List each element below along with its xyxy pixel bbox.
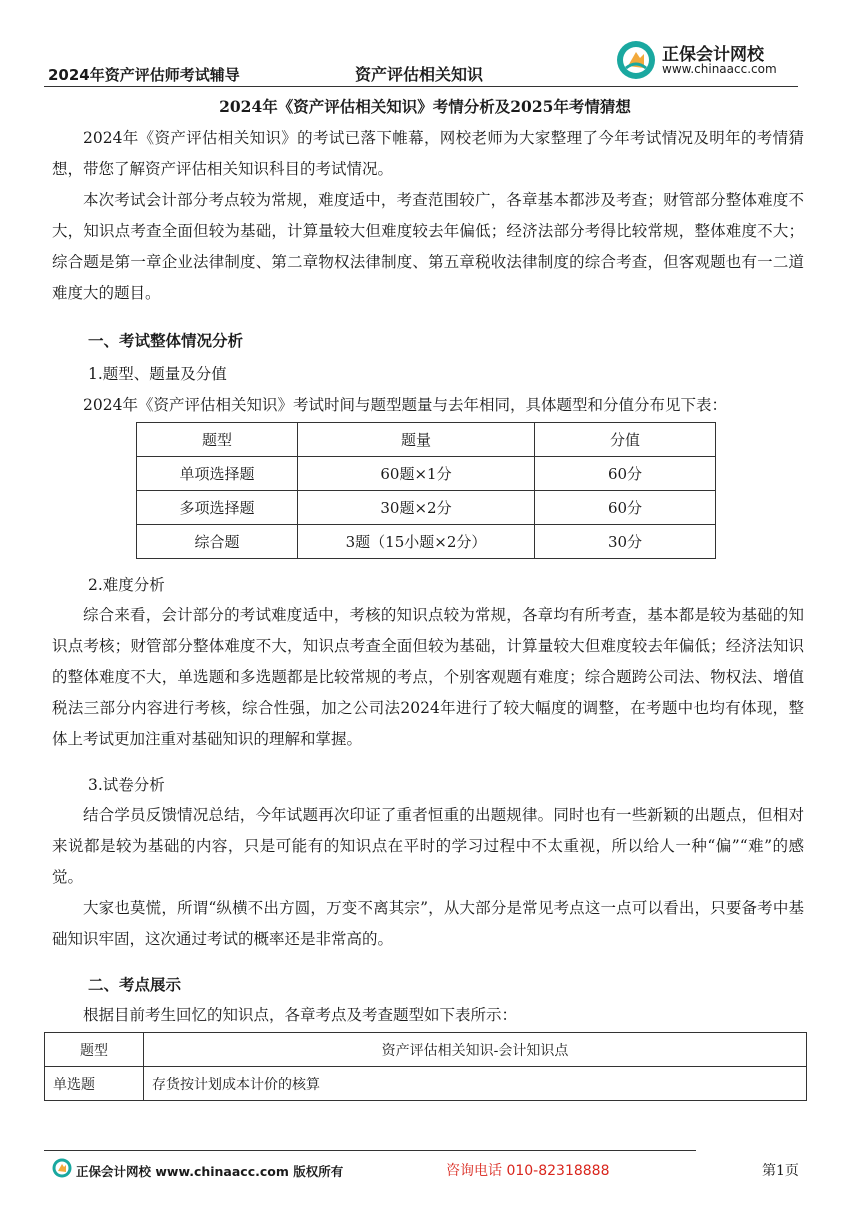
paragraph-text: 结合学员反馈情况总结，今年试题再次印证了重者恒重的出题规律。同时也有一些新颖的出题点，但相对来说都是较为基础的内容，只是可能有的知识点在平时的学习过程中不太重视，所以给人一种“偏”“难”的感觉。 xyxy=(52,806,804,886)
table-header-cell: 题量 xyxy=(298,423,535,457)
document-title: 2024年《资产评估相关知识》考情分析及2025年考情猜想 xyxy=(219,97,631,116)
table-row xyxy=(137,525,716,559)
table-cell: 30分 xyxy=(535,525,716,559)
table-cell: 60分 xyxy=(535,457,716,491)
intro-paragraph: 本次考试会计部分考点较为常规，难度适中，考查范围较广，各章基本都涉及考查；财管部分整体难度不大，知识点考查全面但较为基础，计算量较大但难度较去年偏低；经济法部分考得比较常规，整体难度不大；综合题是第一章企业法律制度、第二章物权法律制度、第五章税收法律制度的综合考查，但客观题也有一二道难度大的题目。 xyxy=(52,191,804,302)
section-heading: 一、考试整体情况分析 xyxy=(88,331,244,350)
subsection-heading: 2.难度分析 xyxy=(88,576,165,594)
paragraph-text: 根据目前考生回忆的知识点，各章考点及考查题型如下表所示： xyxy=(83,1006,518,1024)
chinaacc-logo-icon xyxy=(616,40,656,80)
footer-divider xyxy=(44,1150,696,1151)
table-row xyxy=(137,491,716,525)
page-number: 第1页 xyxy=(762,1163,799,1179)
table-cell: 单项选择题 xyxy=(137,457,298,491)
table-header-cell: 题型 xyxy=(45,1033,144,1067)
paragraph-text: 2024年《资产评估相关知识》考试时间与题型题量与去年相同，具体题型和分值分布见下表： xyxy=(83,396,727,414)
table-header-cell: 分值 xyxy=(535,423,716,457)
score-table xyxy=(136,422,716,559)
table-cell: 3题（15小题×2分） xyxy=(298,525,535,559)
intro-block xyxy=(52,123,804,309)
header-subject: 资产评估相关知识 xyxy=(355,65,484,84)
table-header-row xyxy=(137,423,716,457)
table-header-cell: 资产评估相关知识-会计知识点 xyxy=(144,1033,807,1067)
table-header-cell: 题型 xyxy=(137,423,298,457)
header-course-label: 2024年资产评估师考试辅导 xyxy=(48,66,240,84)
section-heading: 二、考点展示 xyxy=(88,975,182,994)
paragraph-text: 综合来看，会计部分的考试难度适中，考核的知识点较为常规，各章均有所考查，基本都是较为基础的知识点考核；财管部分整体难度不大，知识点考查全面但较为基础，计算量较大但难度较去年偏低；经济法知识的整体难度不大，单选题和多选题都是比较常规的考点，个别客观题有难度；综合题跨公司法、物权法、增值税法三部分内容进行考核，综合性强，加之公司法2024年进行了较大幅度的调整，在考题中也均有体现，整体上考试更加注重对基础知识的理解和掌握。 xyxy=(52,606,804,748)
table-cell: 30题×2分 xyxy=(298,491,535,525)
subsection-heading: 1.题型、题量及分值 xyxy=(88,365,227,383)
paragraph xyxy=(52,600,804,755)
brand-name: 正保会计网校 xyxy=(662,45,764,65)
table-cell: 单选题 xyxy=(45,1067,144,1101)
knowledge-table xyxy=(44,1032,807,1101)
paragraph xyxy=(52,390,804,421)
subsection-heading: 3.试卷分析 xyxy=(88,776,165,794)
table-row xyxy=(137,457,716,491)
header-divider xyxy=(44,86,798,87)
table-cell: 60题×1分 xyxy=(298,457,535,491)
table-cell: 60分 xyxy=(535,491,716,525)
table-cell: 综合题 xyxy=(137,525,298,559)
paragraph-text: 大家也莫慌，所谓“纵横不出方圆，万变不离其宗”，从大部分是常见考点这一点可以看出，只要备考中基础知识牢固，这次通过考试的概率还是非常高的。 xyxy=(52,899,804,948)
footer-phone: 咨询电话 010-82318888 xyxy=(446,1163,610,1179)
brand-url: www.chinaacc.com xyxy=(662,62,777,76)
intro-paragraph: 2024年《资产评估相关知识》的考试已落下帷幕，网校老师为大家整理了今年考试情况及明年的考情猜想，带您了解资产评估相关知识科目的考试情况。 xyxy=(52,129,804,178)
footer-copyright: 正保会计网校 www.chinaacc.com 版权所有 xyxy=(76,1164,344,1179)
table-header-row xyxy=(45,1033,807,1067)
chinaacc-logo-icon xyxy=(52,1158,72,1178)
paragraph xyxy=(52,1000,804,1031)
paragraph xyxy=(52,800,804,955)
table-cell: 存货按计划成本计价的核算 xyxy=(144,1067,807,1101)
table-row xyxy=(45,1067,807,1101)
table-cell: 多项选择题 xyxy=(137,491,298,525)
